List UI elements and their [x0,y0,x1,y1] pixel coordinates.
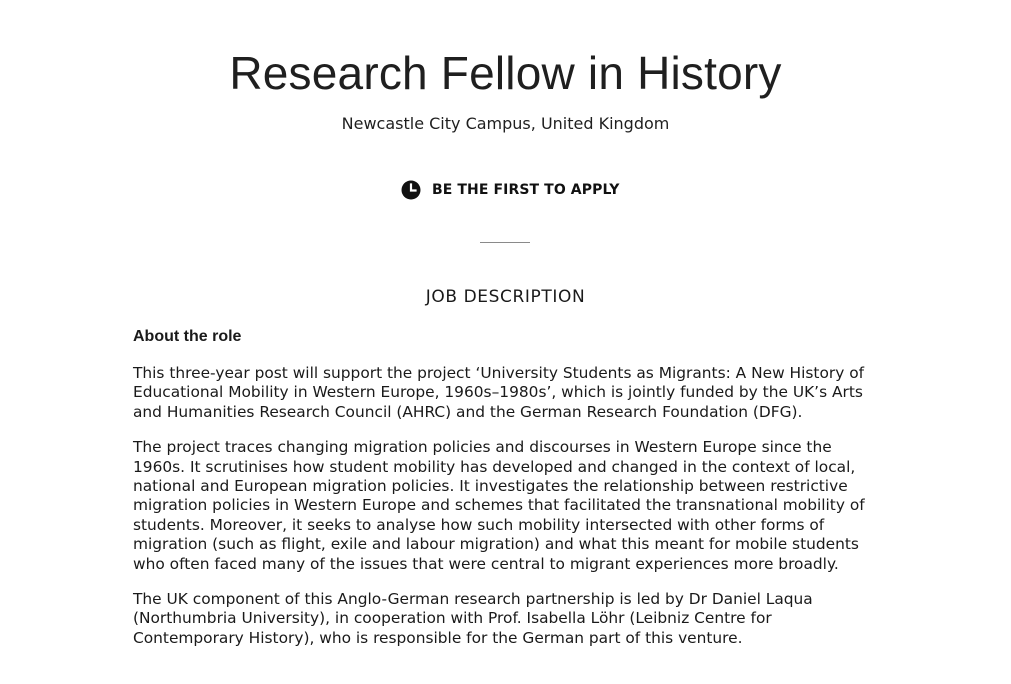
description-paragraph: The project traces changing migration policies and discourses in Western Europe since the 1960s. It scrutinises how student mobility has developed and changed in the context of local, national and European migration policies. It investigates the relationship between restrictive migration policies in Western Europe and schemes that facilitated the transnational mobility of students. Moreover, it seeks to analyse how such mobility intersected with other forms of migration (such as flight, exile and labour migration) and what this meant for mobile students who often faced many of the issues that were central to migrant experiences more broadly. [133,438,865,573]
clock-icon [401,180,421,200]
description-paragraph: This three-year post will support the project ‘University Students as Migrants: A New History of Educational Mobility in Western Europe, 1960s–1980s’, which is jointly funded by the UK’s Arts and Humanities Research Council (AHRC) and the German Research Foundation (DFG). [133,364,865,421]
job-description-heading: JOB DESCRIPTION [425,287,586,307]
job-description-body [133,326,883,664]
apply-button[interactable] [401,180,620,200]
description-paragraph: The UK component of this Anglo-German research partnership is led by Dr Daniel Laqua (Northumbria University), in cooperation with Prof. Isabella Löhr (Leibniz Centre for Contemporary History), who is responsible for the German part of this venture. [133,590,813,647]
apply-label: BE THE FIRST TO APPLY [432,182,620,198]
job-location: Newcastle City Campus, United Kingdom [341,114,670,133]
section-divider [480,242,530,243]
page-title: Research Fellow in History [229,47,782,99]
about-role-heading: About the role [133,328,242,345]
